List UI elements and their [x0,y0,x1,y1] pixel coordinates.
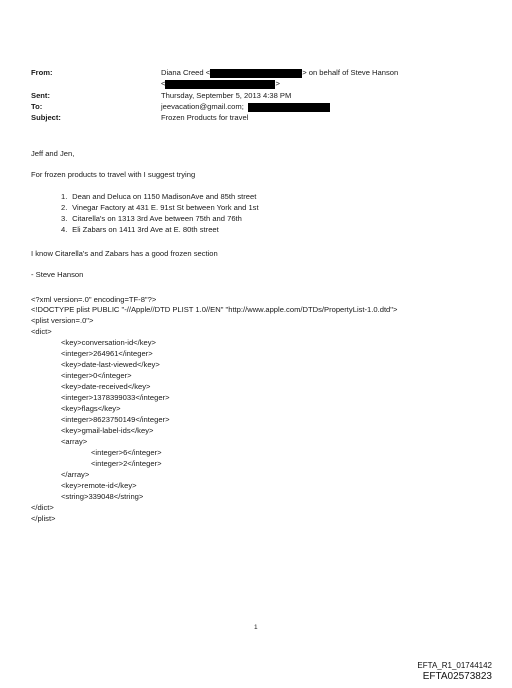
from-value [161,68,398,78]
list-item [61,203,259,212]
greeting: Jeff and Jen, [31,149,75,158]
subject-label: Subject: [31,113,61,122]
list-text: Citarella's on 1313 3rd Ave between 75th and 76th [72,214,242,223]
to-value [161,102,330,112]
plist-line: <plist version=.0"> [31,316,94,325]
plist-line: <key>remote-id</key> [61,481,137,490]
from-line2-open: < [161,79,166,88]
plist-line: <array> [61,437,88,446]
list-item [61,214,242,223]
bates-number-2: EFTA02573823 [422,671,492,682]
plist-line: <key>conversation-id</key> [61,338,156,347]
redaction-bar [248,103,330,112]
list-number: 3. [61,214,68,223]
to-address: jeevacation@gmail.com; [161,102,244,111]
plist-line: <?xml version=.0" encoding=TF-8"?> [31,295,157,304]
from-line2 [161,79,280,89]
plist-line: </array> [61,470,90,479]
from-suffix: > on behalf of Steve Hanson [302,68,399,77]
page-number: 1 [254,624,258,631]
subject-value: Frozen Products for travel [161,113,249,122]
plist-line: <key>date-received</key> [61,382,151,391]
note-text: I know Citarella's and Zabars has a good frozen section [31,249,218,258]
sent-label: Sent: [31,91,50,100]
plist-line: <key>flags</key> [61,404,121,413]
bates-number-1: EFTA_R1_01744142 [417,661,492,670]
redaction-bar [210,69,302,78]
from-name: Diana Creed < [161,68,211,77]
redaction-bar [165,80,275,89]
plist-line: <key>gmail-label-ids</key> [61,426,154,435]
plist-line: <string>339048</string> [61,492,144,501]
plist-line: <!DOCTYPE plist PUBLIC "-//Apple//DTD PLIST 1.0//EN" "http://www.apple.com/DTDs/PropertyList-1.0.dtd"> [31,305,398,314]
list-text: Vinegar Factory at 431 E. 91st St between York and 1st [72,203,259,212]
list-text: Eli Zabars on 1411 3rd Ave at E. 80th street [72,225,219,234]
list-number: 1. [61,192,68,201]
plist-line: <integer>8623750149</integer> [61,415,170,424]
from-label: From: [31,68,53,77]
plist-line: <dict> [31,327,52,336]
list-number: 4. [61,225,68,234]
plist-line: <integer>0</integer> [61,371,132,380]
signature: - Steve Hanson [31,270,84,279]
plist-line: </plist> [31,514,56,523]
to-label: To: [31,102,43,111]
list-item [61,225,219,234]
sent-value: Thursday, September 5, 2013 4:38 PM [161,91,292,100]
list-text: Dean and Deluca on 1150 MadisonAve and 85th street [72,192,257,201]
list-item [61,192,256,201]
plist-line: <key>date-last-viewed</key> [61,360,160,369]
plist-line: </dict> [31,503,54,512]
plist-line: <integer>264961</integer> [61,349,153,358]
from-line2-close: > [275,79,280,88]
intro-text: For frozen products to travel with I suggest trying [31,170,196,179]
list-number: 2. [61,203,68,212]
plist-line: <integer>1378399033</integer> [61,393,170,402]
plist-line: <integer>2</integer> [91,459,162,468]
plist-line: <integer>6</integer> [91,448,162,457]
